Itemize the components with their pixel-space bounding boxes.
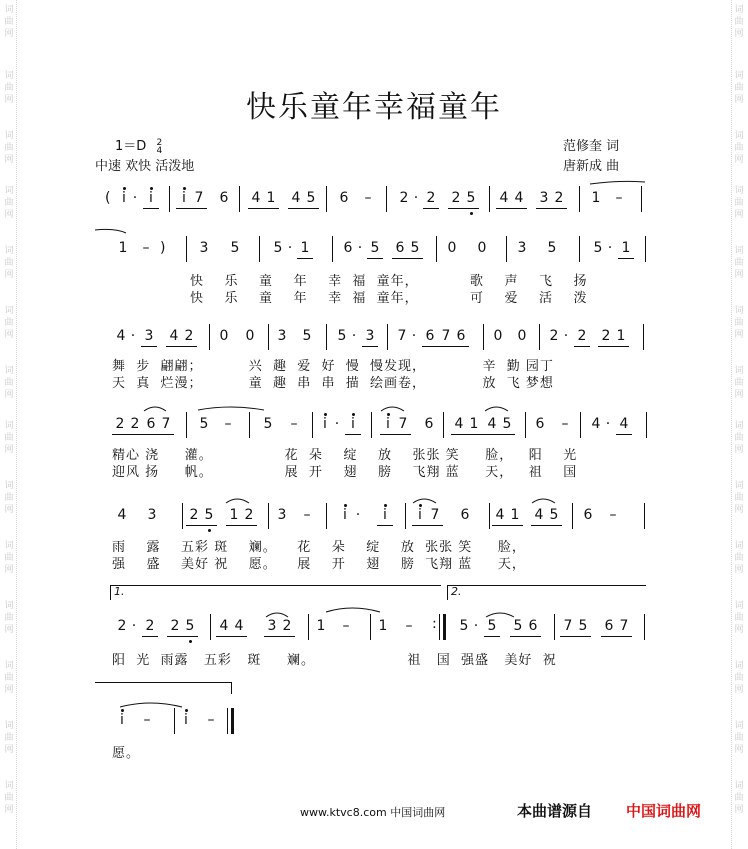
barline xyxy=(506,236,507,262)
eighth-beam xyxy=(186,525,217,526)
dash-extension: – xyxy=(342,618,350,634)
volta-1 xyxy=(110,585,441,600)
augmentation-dot: · xyxy=(334,416,340,432)
final-barline xyxy=(227,708,228,734)
augmentation-dot: · xyxy=(131,618,137,634)
barline xyxy=(210,614,211,640)
note: 2 xyxy=(554,190,564,206)
note: 5 xyxy=(459,618,469,634)
low-octave-dot xyxy=(208,529,211,532)
note: 5 xyxy=(466,190,476,206)
note: 6 xyxy=(339,190,349,206)
note: 3 xyxy=(147,507,157,523)
score-row xyxy=(0,328,748,358)
note: 2 xyxy=(170,618,180,634)
augmentation-dot: · xyxy=(473,618,479,634)
note: 6 xyxy=(343,240,353,256)
eighth-beam xyxy=(492,525,523,526)
song-title: 快乐童年幸福童年 xyxy=(246,90,502,125)
augmentation-dot: · xyxy=(357,240,363,256)
barline xyxy=(579,236,580,262)
note: 7 xyxy=(397,328,407,344)
eighth-beam xyxy=(618,258,634,259)
note: 1 xyxy=(510,507,520,523)
high-octave-dot xyxy=(150,187,153,190)
note: 0 xyxy=(219,328,229,344)
source-label: 本曲谱源自 xyxy=(517,802,593,820)
note: 5 xyxy=(306,190,316,206)
note: 2 xyxy=(115,416,125,432)
barline xyxy=(525,412,526,438)
barline xyxy=(645,236,646,262)
dash-extension: – xyxy=(142,240,150,256)
augmentation-dot: · xyxy=(605,416,611,432)
note: 1 xyxy=(118,240,128,256)
note: 5 xyxy=(410,240,420,256)
eighth-beam xyxy=(377,525,393,526)
lyricist-credit: 范修奎 词 xyxy=(563,139,620,154)
barline xyxy=(249,412,250,438)
barline xyxy=(539,324,540,350)
watermark-glyphs: 词 曲 网 xyxy=(4,366,14,400)
note: 6 xyxy=(528,618,538,634)
eighth-beam xyxy=(264,636,295,637)
barline xyxy=(370,614,371,640)
note: 2 xyxy=(577,328,587,344)
note: 2 xyxy=(130,416,140,432)
barline xyxy=(326,324,327,350)
watermark-glyphs: 词 曲 网 xyxy=(734,366,744,400)
note: 4 xyxy=(234,618,244,634)
high-octave-dot xyxy=(324,413,327,416)
note: 3 xyxy=(277,507,287,523)
augmentation-dot: · xyxy=(351,328,357,344)
eighth-beam xyxy=(574,346,590,347)
barline xyxy=(489,503,490,529)
note: 7 xyxy=(161,416,171,432)
note: 7 xyxy=(441,328,451,344)
score-row xyxy=(0,416,748,446)
note: 7 xyxy=(563,618,573,634)
watermark-glyphs: 词 曲 网 xyxy=(4,721,14,755)
note: 2 xyxy=(184,328,194,344)
barline xyxy=(239,186,240,212)
note: 1 xyxy=(616,328,626,344)
barline xyxy=(308,614,309,640)
note: 4 xyxy=(291,190,301,206)
note: 1 xyxy=(469,416,479,432)
eighth-beam xyxy=(496,208,527,209)
barline xyxy=(554,614,555,640)
eighth-beam xyxy=(288,208,319,209)
watermark-glyphs: 词 曲 网 xyxy=(734,721,744,755)
eighth-beam xyxy=(536,208,567,209)
barline xyxy=(644,503,645,529)
lyric-line: 天 真 烂漫； 童 趣 串 串 描 绘画卷， 放 飞 梦想 xyxy=(112,376,554,391)
dash-extension: – xyxy=(290,416,298,432)
barline xyxy=(182,503,183,529)
note: 4 xyxy=(251,190,261,206)
barline xyxy=(169,186,170,212)
barline xyxy=(405,503,406,529)
note: 3 xyxy=(199,240,209,256)
barline xyxy=(186,236,187,262)
barline xyxy=(371,412,372,438)
watermark-glyphs: 词 曲 网 xyxy=(4,246,14,280)
footer-url: www.ktvc8.com 中国词曲网 xyxy=(300,806,446,819)
note: i xyxy=(323,416,327,432)
dash-extension: – xyxy=(405,618,413,634)
note: 0 xyxy=(493,328,503,344)
eighth-beam xyxy=(141,346,157,347)
low-octave-dot xyxy=(470,212,473,215)
high-octave-dot xyxy=(121,709,124,712)
note: 4 xyxy=(534,507,544,523)
barline xyxy=(643,324,644,350)
eighth-beam xyxy=(166,346,197,347)
composer-credit: 唐新成 曲 xyxy=(563,159,620,174)
tempo-marking: 中速 欢快 活泼地 xyxy=(95,159,195,174)
note: 5 xyxy=(302,328,312,344)
lyric-line: 愿。 xyxy=(112,746,141,761)
note: 4 xyxy=(169,328,179,344)
note: i xyxy=(122,190,126,206)
watermark-glyphs: 词 曲 网 xyxy=(734,131,744,165)
lyric-line: 快 乐 童 年 幸 福 童年， 歌 声 飞 扬 xyxy=(190,274,588,289)
augmentation-dot: · xyxy=(411,328,417,344)
note: 4 xyxy=(117,507,127,523)
note: 5 xyxy=(370,240,380,256)
volta-1-label: 1. xyxy=(114,585,125,598)
repeat-barline xyxy=(439,614,440,640)
note: 6 xyxy=(583,507,593,523)
note: 4 xyxy=(499,190,509,206)
note: 3 xyxy=(517,240,527,256)
note: 5 xyxy=(204,507,214,523)
continuation-tie-end xyxy=(231,682,232,694)
low-octave-dot xyxy=(189,640,192,643)
note: 4 xyxy=(591,416,601,432)
score-row xyxy=(0,190,748,220)
high-octave-dot xyxy=(344,504,347,507)
dash-extension: – xyxy=(303,507,311,523)
dash-extension: – xyxy=(609,507,617,523)
note: 2 xyxy=(399,190,409,206)
watermark-glyphs: 词 曲 网 xyxy=(4,481,14,515)
source-site: 中国词曲网 xyxy=(626,802,702,820)
note: 4 xyxy=(116,328,126,344)
watermark-glyphs: 词 曲 网 xyxy=(734,421,744,455)
note: 6 xyxy=(219,190,229,206)
barline xyxy=(326,186,327,212)
barline xyxy=(186,412,187,438)
note: 0 xyxy=(245,328,255,344)
barline xyxy=(209,324,210,350)
key-text: 1＝D xyxy=(115,139,147,154)
repeat-barline xyxy=(443,614,446,640)
barline xyxy=(326,503,327,529)
note: 5 xyxy=(487,618,497,634)
repeat-dots: : xyxy=(432,616,437,632)
watermark-glyphs: 词 曲 网 xyxy=(4,71,14,105)
eighth-beam xyxy=(392,258,423,259)
high-octave-dot xyxy=(185,709,188,712)
eighth-beam xyxy=(484,636,500,637)
eighth-beam xyxy=(422,346,469,347)
note: 5 xyxy=(513,618,523,634)
augmentation-dot: · xyxy=(563,328,569,344)
note: 6 xyxy=(425,328,435,344)
note: 3 xyxy=(144,328,154,344)
note: 4 xyxy=(619,416,629,432)
note: 5 xyxy=(578,618,588,634)
note: 1 xyxy=(378,618,388,634)
watermark-glyphs: 词 曲 网 xyxy=(4,5,14,39)
note: 5 xyxy=(273,240,283,256)
volta-2 xyxy=(447,585,646,600)
barline xyxy=(580,412,581,438)
barline xyxy=(259,236,260,262)
eighth-beam xyxy=(531,525,562,526)
score-row xyxy=(0,507,748,537)
note: 6 xyxy=(146,416,156,432)
note: 2 xyxy=(145,618,155,634)
note: 5 xyxy=(337,328,347,344)
augmentation-dot: · xyxy=(130,328,136,344)
note: 2 xyxy=(601,328,611,344)
high-octave-dot xyxy=(352,413,355,416)
dash-extension: – xyxy=(143,712,151,728)
note: i xyxy=(383,507,387,523)
watermark-glyphs: 词 曲 网 xyxy=(734,781,744,815)
note: 5 xyxy=(185,618,195,634)
note: 4 xyxy=(454,416,464,432)
note: i xyxy=(120,712,124,728)
barline xyxy=(644,614,645,640)
note: i xyxy=(351,416,355,432)
augmentation-dot: · xyxy=(355,507,361,523)
time-sig-num: 2 xyxy=(156,137,163,148)
score-row xyxy=(0,240,748,270)
note: 1 xyxy=(316,618,326,634)
barline xyxy=(268,324,269,350)
lyric-line: 迎风 扬 帆。 展 开 翅 膀 飞翔 蓝 天， 祖 国 xyxy=(112,465,578,480)
note: 1 xyxy=(229,507,239,523)
augmentation-dot: · xyxy=(607,240,613,256)
note: 1 xyxy=(621,240,631,256)
note: i xyxy=(343,507,347,523)
eighth-beam xyxy=(112,434,174,435)
watermark-glyphs: 词 曲 网 xyxy=(734,5,744,39)
watermark-glyphs: 词 曲 网 xyxy=(734,601,744,635)
note: 2 xyxy=(451,190,461,206)
lyric-line: 精心 浇 灌。 花 朵 绽 放 张张 笑 脸， 阳 光 xyxy=(112,448,578,463)
eighth-beam xyxy=(598,346,629,347)
note: 7 xyxy=(398,416,408,432)
note: i xyxy=(418,507,422,523)
note: 2 xyxy=(117,618,127,634)
eighth-beam xyxy=(176,208,207,209)
note: 2 xyxy=(189,507,199,523)
high-octave-dot xyxy=(183,187,186,190)
score-row xyxy=(0,712,748,742)
note: i xyxy=(182,190,186,206)
barline xyxy=(436,236,437,262)
eighth-beam xyxy=(510,636,541,637)
eighth-beam xyxy=(448,208,479,209)
dash-extension: – xyxy=(364,190,372,206)
eighth-beam xyxy=(297,258,313,259)
final-barline xyxy=(231,708,234,734)
watermark-glyphs: 词 曲 网 xyxy=(4,306,14,340)
note: 5 xyxy=(502,416,512,432)
augmentation-dot: · xyxy=(287,240,293,256)
watermark-glyphs: 词 曲 网 xyxy=(4,661,14,695)
parenthesis: ( xyxy=(105,190,111,206)
watermark-glyphs: 词 曲 网 xyxy=(734,306,744,340)
lyric-line: 舞 步 翩翩； 兴 趣 爱 好 慢 慢发现， 辛 勤 园丁 xyxy=(112,359,554,374)
barline xyxy=(641,186,642,212)
lyric-line: 雨 露 五彩 斑 斓。 花 朵 绽 放 张张 笑 脸， xyxy=(112,540,526,555)
eighth-beam xyxy=(601,636,632,637)
note: 4 xyxy=(487,416,497,432)
watermark-glyphs: 词 曲 网 xyxy=(734,71,744,105)
note: 7 xyxy=(430,507,440,523)
note: 1 xyxy=(300,240,310,256)
watermark-glyphs: 词 曲 网 xyxy=(4,131,14,165)
high-octave-dot xyxy=(123,187,126,190)
barline xyxy=(579,186,580,212)
barline xyxy=(572,503,573,529)
note: 4 xyxy=(219,618,229,634)
eighth-beam xyxy=(560,636,591,637)
barline xyxy=(332,236,333,262)
eighth-beam xyxy=(412,525,443,526)
eighth-beam xyxy=(226,525,257,526)
eighth-beam xyxy=(142,636,158,637)
score-row xyxy=(0,618,748,648)
lyric-line: 阳 光 雨露 五彩 斑 斓。 祖 国 强盛 美好 祝 xyxy=(112,653,557,668)
note: 2 xyxy=(282,618,292,634)
lyric-line: 快 乐 童 年 幸 福 童年， 可 爱 活 泼 xyxy=(190,291,588,306)
note: 5 xyxy=(199,416,209,432)
parenthesis: ) xyxy=(160,240,166,256)
note: 6 xyxy=(424,416,434,432)
note: 1 xyxy=(266,190,276,206)
eighth-beam xyxy=(367,258,383,259)
watermark-glyphs: 词 曲 网 xyxy=(734,481,744,515)
watermark-glyphs: 词 曲 网 xyxy=(734,246,744,280)
note: 2 xyxy=(426,190,436,206)
note: 0 xyxy=(447,240,457,256)
eighth-beam xyxy=(248,208,279,209)
eighth-beam xyxy=(380,434,411,435)
dash-extension: – xyxy=(561,416,569,432)
dash-extension: – xyxy=(615,190,623,206)
watermark-glyphs: 词 曲 网 xyxy=(4,601,14,635)
note: 3 xyxy=(365,328,375,344)
watermark-glyphs: 词 曲 网 xyxy=(734,661,744,695)
barline xyxy=(387,324,388,350)
barline xyxy=(483,324,484,350)
lyric-line: 强 盛 美好 祝 愿。 展 开 翅 膀 飞翔 蓝 天， xyxy=(112,557,526,572)
dash-extension: – xyxy=(207,712,215,728)
note: i xyxy=(149,190,153,206)
barline xyxy=(386,186,387,212)
watermark-glyphs: 词 曲 网 xyxy=(4,421,14,455)
watermark-glyphs: 词 曲 网 xyxy=(734,186,744,220)
barline xyxy=(268,503,269,529)
note: 7 xyxy=(194,190,204,206)
eighth-beam xyxy=(451,434,515,435)
time-signature xyxy=(156,139,162,155)
note: 0 xyxy=(517,328,527,344)
eighth-beam xyxy=(345,434,361,435)
note: 6 xyxy=(456,328,466,344)
note: i xyxy=(386,416,390,432)
note: 6 xyxy=(535,416,545,432)
eighth-beam xyxy=(216,636,247,637)
volta-2-label: 2. xyxy=(451,585,462,598)
note: 3 xyxy=(277,328,287,344)
barline xyxy=(312,412,313,438)
note: 3 xyxy=(267,618,277,634)
note: 0 xyxy=(477,240,487,256)
barline xyxy=(174,708,175,734)
time-sig-den: 4 xyxy=(156,145,163,156)
augmentation-dot: · xyxy=(132,190,138,206)
watermark-glyphs: 词 曲 网 xyxy=(4,186,14,220)
dash-extension: – xyxy=(224,416,232,432)
barline xyxy=(489,186,490,212)
continuation-tie-line xyxy=(95,682,232,683)
note: 5 xyxy=(547,240,557,256)
eighth-beam xyxy=(362,346,378,347)
note: 4 xyxy=(495,507,505,523)
watermark-glyphs: 词 曲 网 xyxy=(4,541,14,575)
note: 2 xyxy=(244,507,254,523)
note: 5 xyxy=(549,507,559,523)
watermark-glyphs: 词 曲 网 xyxy=(4,781,14,815)
eighth-beam xyxy=(167,636,198,637)
note: 5 xyxy=(230,240,240,256)
augmentation-dot: · xyxy=(413,190,419,206)
note: 7 xyxy=(619,618,629,634)
note: 2 xyxy=(549,328,559,344)
key-signature xyxy=(115,135,162,155)
note: 4 xyxy=(514,190,524,206)
barline xyxy=(646,412,647,438)
high-octave-dot xyxy=(384,504,387,507)
high-octave-dot xyxy=(419,504,422,507)
eighth-beam xyxy=(423,208,439,209)
note: 6 xyxy=(460,507,470,523)
barline xyxy=(443,412,444,438)
eighth-beam xyxy=(143,208,159,209)
eighth-beam xyxy=(616,434,632,435)
note: i xyxy=(184,712,188,728)
note: 3 xyxy=(539,190,549,206)
note: 5 xyxy=(593,240,603,256)
note: 5 xyxy=(263,416,273,432)
note: 6 xyxy=(604,618,614,634)
note: 6 xyxy=(395,240,405,256)
note: 1 xyxy=(591,190,601,206)
watermark-glyphs: 词 曲 网 xyxy=(734,541,744,575)
high-octave-dot xyxy=(387,413,390,416)
